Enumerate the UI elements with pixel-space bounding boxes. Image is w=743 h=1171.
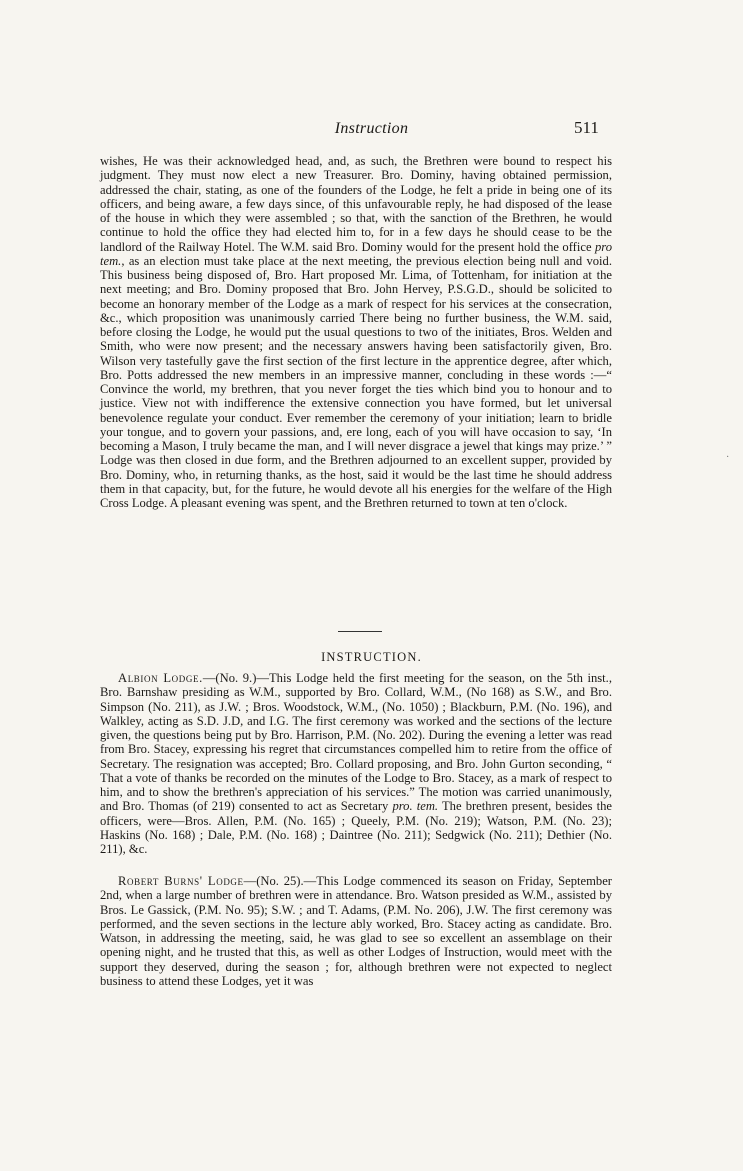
- paragraph-text: wishes, He was their acknowledged head, and, as such, the Brethren were bound to respect his judgment. They must now elect a new Treasurer. Bro. Dominy, having obtained permission, addressed the chair, stating, as one of the founders of the Lodge, he felt a pride in being one of its officers, and being aware, a few days since, of this unfavourable reply, he had disposed of the lease of the house in which they were assembled ; so that, with the sanction of the Brethren, he would continue to hold the office they had elected him to, for in a few days he should cease to be the landlord of the Railway Hotel. The W.M. said Bro. Dominy would for the present hold the office: [100, 154, 612, 254]
- paragraph-text: —(No. 25).—This Lodge commenced its season on Friday, September 2nd, when a large number of brethren were in attendance. Bro. Watson presided as W.M., assisted by Bros. Le Gassick, (P.M. No. 95); S.W. ; and T. Adams, (P.M. No. 206), J.W. The first ceremony was performed, and the seven sections in the lecture ably worked, Bro. Stacey acting as candidate. Bro. Watson, in addressing the meeting, said, he was glad to see so excellent an assemblage on their opening night, and he trusted that this, as well as other Lodges of Instruction, would meet with the support they deserved, during the season ; for, although brethren were not expected to neglect business to attend these Lodges, yet it was: [100, 874, 612, 988]
- lodge-name: Albion Lodge.: [118, 671, 203, 685]
- section-heading: INSTRUCTION.: [321, 650, 422, 664]
- section-divider: [338, 631, 382, 632]
- latin-phrase: pro. tem.: [392, 799, 439, 814]
- latin-phrase: pro tem.: [100, 239, 612, 268]
- paragraph-text: The brethren present, besides the officers, were—Bros. Allen, P.M. (No. 165) ; Queely, P.M. (No. 219); Watson, P.M. (No. 23); Haskins (No. 168) ; Dale, P.M. (No. 168) ; Daintree (No. 211); Sedgwick (No. 211); Dethier (No. 211), &c.: [100, 799, 612, 856]
- margin-mark: ·: [726, 452, 730, 463]
- paragraph-text: —(No. 9.)—This Lodge held the first meeting for the season, on the 5th inst., Bro. Barnshaw presiding as W.M., supported by Bro. Collard, W.M., (No 168) as S.W., and Bro. Simpson (No. 211), as J.W. ; Bros. Woodstock, W.M., (No. 1050) ; Blackburn, P.M. (No. 196), and Walkley, acting as S.D. J.D, and I.G. The first ceremony was worked and the sections of the lecture given, the questions being put by Bro. Harrison, P.M. (No. 202). During the evening a letter was read from Bro. Stacey, expressing his regret that circumstances compelled him to retire from the office of Secretary. The resignation was accepted; Bro. Collard proposing, and Bro. John Gurton seconding, “ That a vote of thanks be recorded on the minutes of the Lodge to Bro. Stacey, as a mark of respect to him, and to show the brethren's appreciation of his services.” The motion was carried unanimously, and Bro. Thomas (of 219) consented to act as Secretary: [100, 671, 612, 814]
- page-number: 511: [574, 118, 599, 137]
- body-text-block: [100, 671, 612, 856]
- lodge-report-paragraph: [100, 874, 612, 988]
- body-text-block: [100, 874, 612, 988]
- running-title: Instruction: [334, 120, 409, 137]
- lodge-report-paragraph: [100, 671, 612, 856]
- paragraph-continuation: [100, 154, 612, 510]
- paragraph-text: , as an election must take place at the next meeting, the previous election being null and void. This business being disposed of, Bro. Hart proposed Mr. Lima, of Tottenham, for initiation at the next meeting; and Bro. Dominy proposed that Bro. John Hervey, P.S.G.D., should be solicited to become an honorary member of the Lodge as a mark of respect for his services at the consecration, &c., which proposition was unanimously carried There being no further business, the W.M. said, before closing the Lodge, he would put the usual questions to two of the initiates, Bros. Welden and Smith, who were now present; and the necessary answers having been satisfactorily given, Bro. Wilson very tastefully gave the first section of the first lecture in the apprentice degree, after which, Bro. Potts addressed the new members in an impressive manner, concluding in these words :—“ Convince the world, my brethren, that you never forget the ties which bind you to honour and to justice. View not with indifference the extensive connection you have formed, but let universal benevolence regulate your conduct. Ever remember the ceremony of your initiation; learn to bridle your tongue, and to govern your passions, and, ere long, each of you will have occasion to say, ‘In becoming a Mason, I truly became the man, and I will never disgrace a jewel that kings may prize.’ ” Lodge was then closed in due form, and the Brethren adjourned to an excellent supper, provided by Bro. Dominy, who, in returning thanks, as the host, said it would be the last time he should address them in that capacity, but, for the future, he would devote all his energies for the welfare of the High Cross Lodge. A pleasant evening was spent, and the Brethren returned to town at ten o'clock.: [100, 253, 612, 510]
- lodge-name: Robert Burns' Lodge: [118, 874, 244, 888]
- body-text-block: [100, 154, 612, 510]
